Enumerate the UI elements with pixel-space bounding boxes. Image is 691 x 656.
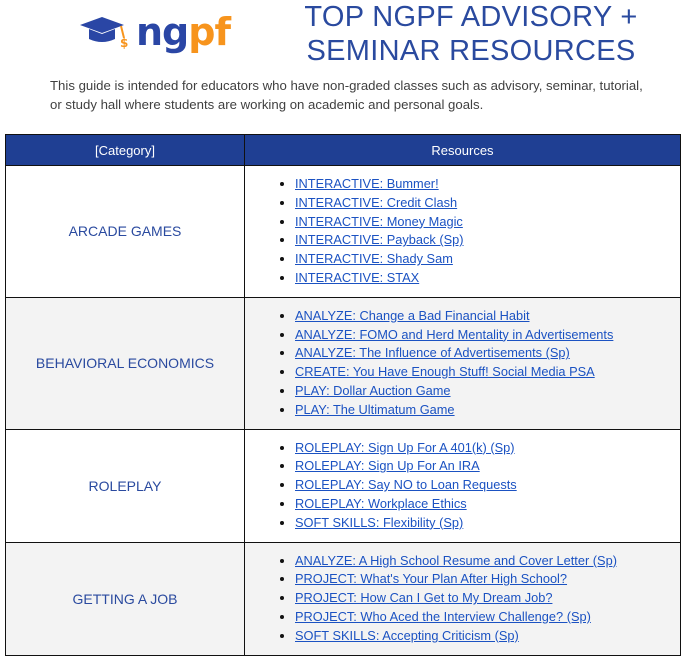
- category-cell: GETTING A JOB: [6, 542, 245, 655]
- ngpf-logo: [80, 12, 230, 52]
- column-header-category: [Category]: [6, 135, 245, 166]
- resource-link[interactable]: ROLEPLAY: Sign Up For A 401(k) (Sp): [295, 439, 515, 455]
- list-item: [295, 344, 680, 363]
- category-cell: ROLEPLAY: [6, 429, 245, 542]
- list-item: [295, 627, 680, 646]
- list-item: [295, 213, 680, 232]
- resource-link[interactable]: PLAY: The Ultimatum Game: [295, 401, 455, 417]
- resource-link[interactable]: ANALYZE: The Influence of Advertisements (Sp): [295, 345, 570, 361]
- resource-link[interactable]: PLAY: Dollar Auction Game: [295, 382, 451, 398]
- list-item: [295, 307, 680, 326]
- resource-link[interactable]: PROJECT: What's Your Plan After High School?: [295, 571, 568, 587]
- title-line-2: SEMINAR RESOURCES: [306, 35, 636, 67]
- resource-link[interactable]: ANALYZE: FOMO and Herd Mentality in Advertisements: [295, 326, 614, 342]
- graduation-cap-dollar-icon: [80, 14, 132, 50]
- resource-list: [245, 298, 680, 429]
- table-header-row: [6, 135, 681, 166]
- column-header-resources: Resources: [245, 135, 681, 166]
- list-item: [295, 363, 680, 382]
- table-row: [6, 429, 681, 542]
- resource-link[interactable]: SOFT SKILLS: Flexibility (Sp): [295, 514, 464, 530]
- resource-link[interactable]: INTERACTIVE: Payback (Sp): [295, 232, 464, 248]
- resource-link[interactable]: ANALYZE: Change a Bad Financial Habit: [295, 307, 530, 323]
- resource-link[interactable]: ROLEPLAY: Workplace Ethics: [295, 495, 467, 511]
- resource-list: [245, 166, 680, 297]
- list-item: [295, 439, 680, 458]
- resources-cell: [245, 166, 681, 298]
- logo-wordmark: ngpf: [136, 10, 230, 54]
- resource-link[interactable]: CREATE: You Have Enough Stuff! Social Media PSA: [295, 364, 595, 380]
- resources-cell: [245, 297, 681, 429]
- list-item: [295, 269, 680, 288]
- list-item: [295, 250, 680, 269]
- resource-link[interactable]: ROLEPLAY: Sign Up For An IRA: [295, 458, 480, 474]
- resource-link[interactable]: ANALYZE: A High School Resume and Cover Letter (Sp): [295, 552, 617, 568]
- resource-link[interactable]: PROJECT: How Can I Get to My Dream Job?: [295, 590, 553, 606]
- resource-link[interactable]: INTERACTIVE: Bummer!: [295, 176, 439, 191]
- category-cell: BEHAVIORAL ECONOMICS: [6, 297, 245, 429]
- list-item: [295, 495, 680, 514]
- resources-cell: [245, 429, 681, 542]
- resource-link[interactable]: ROLEPLAY: Say NO to Loan Requests: [295, 477, 517, 493]
- resource-link[interactable]: INTERACTIVE: Money Magic: [295, 213, 463, 229]
- resource-link[interactable]: INTERACTIVE: STAX: [295, 269, 420, 285]
- resources-cell: [245, 542, 681, 655]
- intro-paragraph: This guide is intended for educators who have non-graded classes such as advisory, seminar, tutorial, or study hall where students are working on academic and personal goals.: [50, 78, 643, 112]
- list-item: [295, 231, 680, 250]
- table-row: [6, 297, 681, 429]
- title-line-1: TOP NGPF ADVISORY +: [304, 1, 638, 33]
- resource-link[interactable]: SOFT SKILLS: Accepting Criticism (Sp): [295, 627, 519, 643]
- list-item: [295, 401, 680, 420]
- list-item: [295, 552, 680, 571]
- list-item: [295, 608, 680, 627]
- list-item: [295, 589, 680, 608]
- table-row: [6, 542, 681, 655]
- table-row: [6, 166, 681, 298]
- list-item: [295, 326, 680, 345]
- resource-list: [245, 543, 680, 655]
- list-item: [295, 476, 680, 495]
- list-item: [295, 382, 680, 401]
- list-item: [295, 514, 680, 533]
- resource-link[interactable]: PROJECT: Who Aced the Interview Challenge? (Sp): [295, 608, 591, 624]
- list-item: [295, 457, 680, 476]
- category-cell: ARCADE GAMES: [6, 166, 245, 298]
- resource-list: [245, 430, 680, 542]
- list-item: [295, 194, 680, 213]
- resource-link[interactable]: INTERACTIVE: Shady Sam: [295, 251, 453, 267]
- page-title: [292, 0, 650, 68]
- list-item: [295, 570, 680, 589]
- resources-table: [5, 134, 681, 656]
- svg-text:$: $: [120, 36, 129, 50]
- list-item: [295, 175, 680, 194]
- resource-link[interactable]: INTERACTIVE: Credit Clash: [295, 194, 458, 210]
